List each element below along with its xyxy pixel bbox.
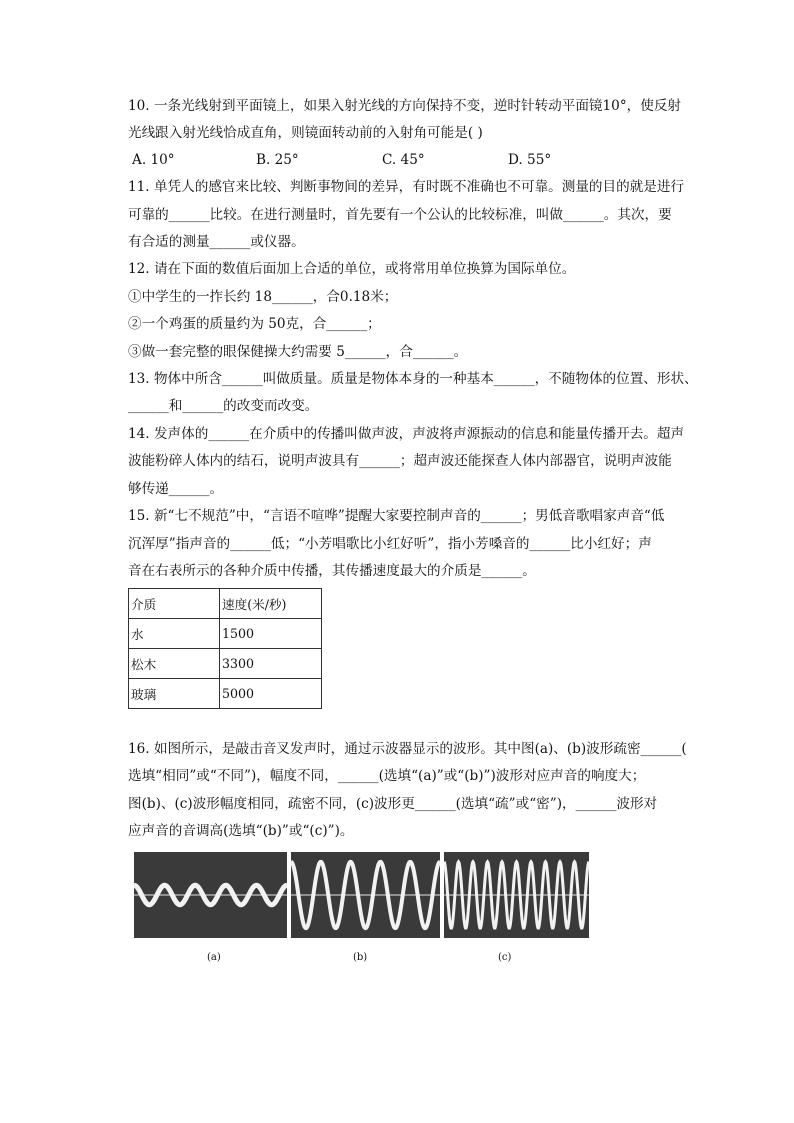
q12-line-3: ②一个鸡蛋的质量约为 50克，合______； [128, 316, 381, 332]
oscilloscope-panel-c [444, 852, 589, 938]
q10-line-2: 光线跟入射光线恰成直角，则镜面转动前的入射角可能是( ) [128, 125, 483, 141]
table-cell-medium: 松木 [129, 649, 220, 679]
q12-line-1: 12. 请在下面的数值后面加上合适的单位，或将常用单位换算为国际单位。 [128, 261, 576, 277]
caption-b: (b) [353, 952, 368, 963]
table-row [129, 619, 322, 649]
q11-line-1: 11. 单凭人的感官来比较、判断事物间的差异，有时既不准确也不可靠。测量的目的就是进行 [128, 179, 685, 195]
q16-line-3: 图(b)、(c)波形幅度相同，疏密不同，(c)波形更______(选填“疏”或“密”)，______波形对 [128, 796, 658, 812]
q15-line-3: 音在右表所示的各种介质中传播，其传播速度最大的介质是______。 [128, 563, 536, 579]
q16-line-1: 16. 如图所示，是敲击音叉发声时，通过示波器显示的波形。其中图(a)、(b)波形疏密______( [128, 741, 687, 757]
q10-option-a[interactable]: A. 10° [132, 152, 175, 168]
table-cell-speed: 1500 [220, 619, 322, 649]
oscilloscope-panel-a [134, 852, 287, 938]
q13-line-2: ______和______的改变而改变。 [128, 398, 319, 414]
table-cell-medium: 玻璃 [129, 679, 220, 709]
q14-line-1: 14. 发声体的______在介质中的传播叫做声波，声波将声源振动的信息和能量传播开去。超声 [128, 426, 685, 442]
q14-line-3: 够传递______。 [128, 481, 224, 497]
table-row [129, 649, 322, 679]
oscilloscope-panel-b [291, 852, 440, 938]
table-row [129, 679, 322, 709]
q14-line-2: 波能粉碎人体内的结石，说明声波具有______；超声波还能探查人体内部器官，说明声波能 [128, 453, 672, 469]
table-header-speed: 速度(米/秒) [220, 589, 322, 619]
q11-line-2: 可靠的______比较。在进行测量时，首先要有一个公认的比较标准，叫做______。其次，要 [128, 207, 672, 223]
table-header-medium: 介质 [129, 589, 220, 619]
table-cell-speed: 5000 [220, 679, 322, 709]
waveform-c [444, 852, 589, 938]
table-cell-speed: 3300 [220, 649, 322, 679]
q13-line-1: 13. 物体中所含______叫做质量。质量是物体本身的一种基本______，不随物体的位置、形状、 [128, 371, 698, 387]
table-header-row [129, 589, 322, 619]
q15-line-2: 沉浑厚”指声音的______低；“小芳唱歌比小红好听”，指小芳嗓音的______比小红好；声 [128, 536, 652, 552]
q16-line-2: 选填“相同”或“不同”)，幅度不同，______(选填“(a)”或“(b)”)波形对应声音的响度大； [128, 768, 646, 784]
q10-option-c[interactable]: C. 45° [382, 152, 425, 168]
waveform-b [291, 852, 440, 938]
caption-a: (a) [207, 952, 221, 963]
q11-line-3: 有合适的测量______或仪器。 [128, 234, 305, 250]
table-cell-medium: 水 [129, 619, 220, 649]
waveform-a [134, 852, 287, 938]
q10-line-1: 10. 一条光线射到平面镜上，如果入射光线的方向保持不变，逆时针转动平面镜10°，使反射 [128, 98, 681, 114]
q12-line-4: ③做一套完整的眼保健操大约需要 5______，合______。 [128, 344, 468, 360]
sound-speed-table [128, 588, 322, 709]
q15-line-1: 15. 新“七不规范”中，“言语不喧哗”提醒大家要控制声音的______；男低音歌唱家声音“低 [128, 508, 665, 524]
caption-c: (c) [498, 952, 512, 963]
q16-line-4: 应声音的音调高(选填“(b)”或“(c)”)。 [128, 823, 354, 839]
q10-option-d[interactable]: D. 55° [508, 152, 552, 168]
q12-line-2: ①中学生的一拃长约 18______，合0.18米； [128, 289, 398, 305]
q10-option-b[interactable]: B. 25° [256, 152, 299, 168]
